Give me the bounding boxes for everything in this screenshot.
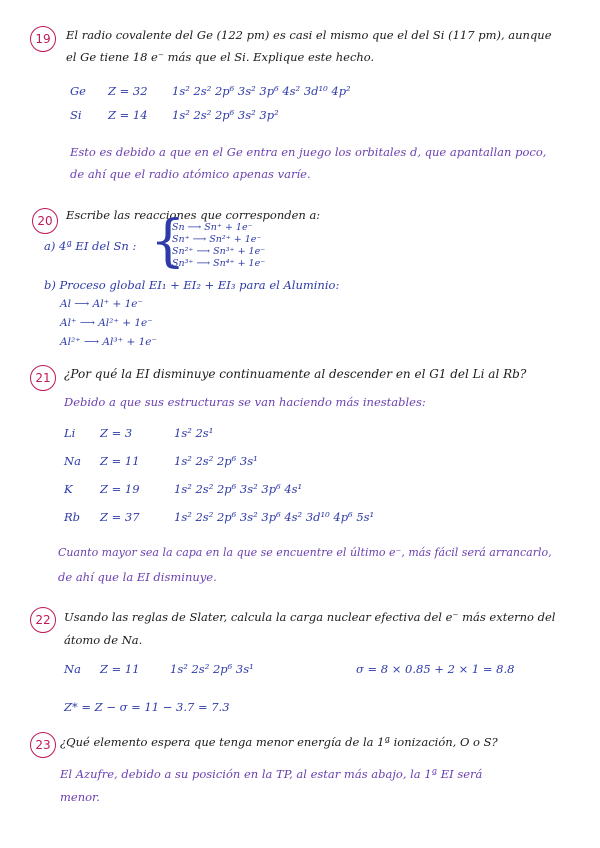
q21-config-na-element: Na xyxy=(64,454,81,468)
q19-config-ge-config: 1s² 2s² 2p⁶ 3s² 3p⁶ 4s² 3d¹⁰ 4p² xyxy=(172,84,351,98)
q19-statement-line1: El radio covalente del Ge (122 pm) es casi el mismo que el del Si (117 pm), aunque xyxy=(66,28,552,42)
q22-config: 1s² 2s² 2p⁶ 3s¹ xyxy=(170,662,254,676)
q22-sigma: σ = 8 × 0.85 + 2 × 1 = 8.8 xyxy=(356,662,515,676)
q23-answer-line1: El Azufre, debido a su posición en la TP, al estar más abajo, la 1ª EI será xyxy=(60,767,483,781)
q22-statement-line1: Usando las reglas de Slater, calcula la carga nuclear efectiva del e⁻ más externo del xyxy=(64,610,556,624)
question-number-21: 21 xyxy=(30,365,56,391)
q21-statement: ¿Por qué la EI disminuye continuamente al descender en el G1 del Li al Rb? xyxy=(64,367,527,381)
q22-element: Na xyxy=(64,662,81,676)
q23-statement: ¿Qué elemento espera que tenga menor energía de la 1ª ionización, O o S? xyxy=(60,735,498,749)
q20-statement: Escribe las reacciones que corresponden a: xyxy=(66,208,321,222)
q19-answer-line1: Esto es debido a que en el Ge entra en juego los orbitales d, que apantallan poco, xyxy=(70,145,547,159)
q21-answer-line2: de ahí que la EI disminuye. xyxy=(58,570,217,584)
q21-config-k-config: 1s² 2s² 2p⁶ 3s² 3p⁶ 4s¹ xyxy=(174,482,303,496)
q21-config-rb-config: 1s² 2s² 2p⁶ 3s² 3p⁶ 4s² 3d¹⁰ 4p⁶ 5s¹ xyxy=(174,510,375,524)
q20-part-b-label: b) Proceso global EI₁ + EI₂ + EI₃ para el Aluminio: xyxy=(44,278,340,292)
q21-config-na-z: Z = 11 xyxy=(100,454,140,468)
q21-config-rb-z: Z = 37 xyxy=(100,510,140,524)
q21-config-k-element: K xyxy=(64,482,73,496)
q20-reaction-a4: Sn³⁺ ⟶ Sn⁴⁺ + 1e⁻ xyxy=(172,258,266,269)
question-number-20: 20 xyxy=(32,208,58,234)
q22-zeff: Z* = Z − σ = 11 − 3.7 = 7.3 xyxy=(64,700,230,714)
q21-config-na-config: 1s² 2s² 2p⁶ 3s¹ xyxy=(174,454,258,468)
q21-answer-line1: Cuanto mayor sea la capa en la que se encuentre el último e⁻, más fácil será arrancarlo, xyxy=(58,546,552,559)
question-number-22: 22 xyxy=(30,607,56,633)
q19-config-si-config: 1s² 2s² 2p⁶ 3s² 3p² xyxy=(172,108,279,122)
q21-config-li-config: 1s² 2s¹ xyxy=(174,426,214,440)
q20-reaction-a2: Sn⁺ ⟶ Sn²⁺ + 1e⁻ xyxy=(172,234,262,245)
q20-reaction-b3: Al²⁺ ⟶ Al³⁺ + 1e⁻ xyxy=(60,336,158,348)
q21-config-li-z: Z = 3 xyxy=(100,426,133,440)
q21-config-li-element: Li xyxy=(64,426,76,440)
q20-part-a-label: a) 4ª EI del Sn : xyxy=(44,239,137,253)
q20-brace: { xyxy=(150,209,186,274)
q21-intro: Debido a que sus estructuras se van haciendo más inestables: xyxy=(64,395,426,409)
q19-config-si-z: Z = 14 xyxy=(108,108,148,122)
q21-config-rb-element: Rb xyxy=(64,510,81,524)
question-number-19: 19 xyxy=(30,26,56,52)
q20-reaction-a1: Sn ⟶ Sn⁺ + 1e⁻ xyxy=(172,222,253,233)
q19-statement-line2: el Ge tiene 18 e⁻ más que el Si. Explique este hecho. xyxy=(66,50,375,64)
question-number-23: 23 xyxy=(30,732,56,758)
q19-config-si-element: Si xyxy=(70,108,82,122)
q22-statement-line2: átomo de Na. xyxy=(64,633,143,647)
q20-reaction-a3: Sn²⁺ ⟶ Sn³⁺ + 1e⁻ xyxy=(172,246,266,257)
q22-z: Z = 11 xyxy=(100,662,140,676)
q20-reaction-b1: Al ⟶ Al⁺ + 1e⁻ xyxy=(60,298,144,310)
q20-reaction-b2: Al⁺ ⟶ Al²⁺ + 1e⁻ xyxy=(60,317,153,329)
q19-answer-line2: de ahí que el radio atómico apenas varíe. xyxy=(70,167,311,181)
q21-config-k-z: Z = 19 xyxy=(100,482,140,496)
q23-answer-line2: menor. xyxy=(60,790,100,804)
q19-config-ge-element: Ge xyxy=(70,84,86,98)
q19-config-ge-z: Z = 32 xyxy=(108,84,148,98)
